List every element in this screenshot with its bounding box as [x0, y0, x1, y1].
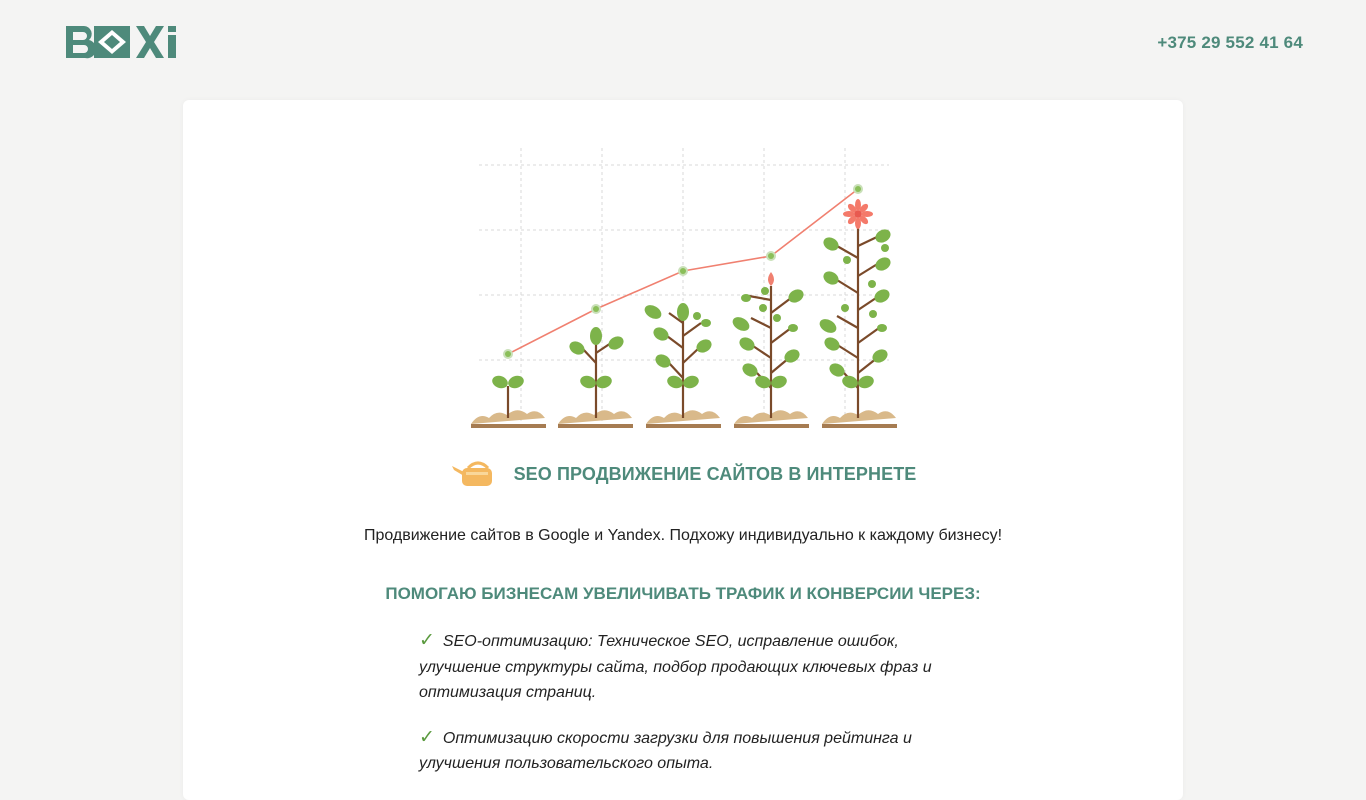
benefit-text: Оптимизацию скорости загрузки для повышения рейтинга и улучшения пользовательского опыта. — [419, 729, 912, 772]
hero-card — [183, 100, 1183, 800]
flower-bud — [768, 272, 774, 286]
page-title: SEO ПРОДВИЖЕНИЕ САЙТОВ В ИНТЕРНЕТЕ — [513, 463, 917, 484]
site-header — [0, 0, 1366, 90]
list-item — [419, 725, 939, 777]
check-icon: ✓ — [419, 630, 435, 651]
watering-can-icon — [450, 460, 496, 488]
boxi-logo[interactable] — [64, 22, 184, 62]
list-item — [419, 628, 939, 706]
plant-stage-5 — [837, 228, 879, 418]
benefits-heading: ПОМОГАЮ БИЗНЕСАМ УВЕЛИЧИВАТЬ ТРАФИК И КОНВЕРСИИ ЧЕРЕЗ: — [385, 584, 981, 603]
plant-stage-2 — [582, 333, 611, 418]
check-icon: ✓ — [419, 726, 435, 748]
benefits-list — [419, 628, 939, 796]
plant-stage-3 — [667, 308, 701, 418]
plant-stage-4 — [749, 286, 791, 418]
soil-base — [471, 424, 897, 428]
phone-link[interactable]: +375 29 552 41 64 — [1157, 33, 1303, 52]
benefit-text: SEO-оптимизацию: Техническое SEO, исправление ошибок, улучшение структуры сайта, подбор продающих ключевых фраз и оптимизация страниц. — [419, 633, 932, 701]
flower — [843, 199, 873, 229]
hero-lead-text: Продвижение сайтов в Google и Yandex. Подхожу индивидуально к каждому бизнесу! — [363, 527, 1003, 544]
seo-growth-illustration — [469, 148, 899, 433]
hero-title-row — [183, 460, 1183, 490]
